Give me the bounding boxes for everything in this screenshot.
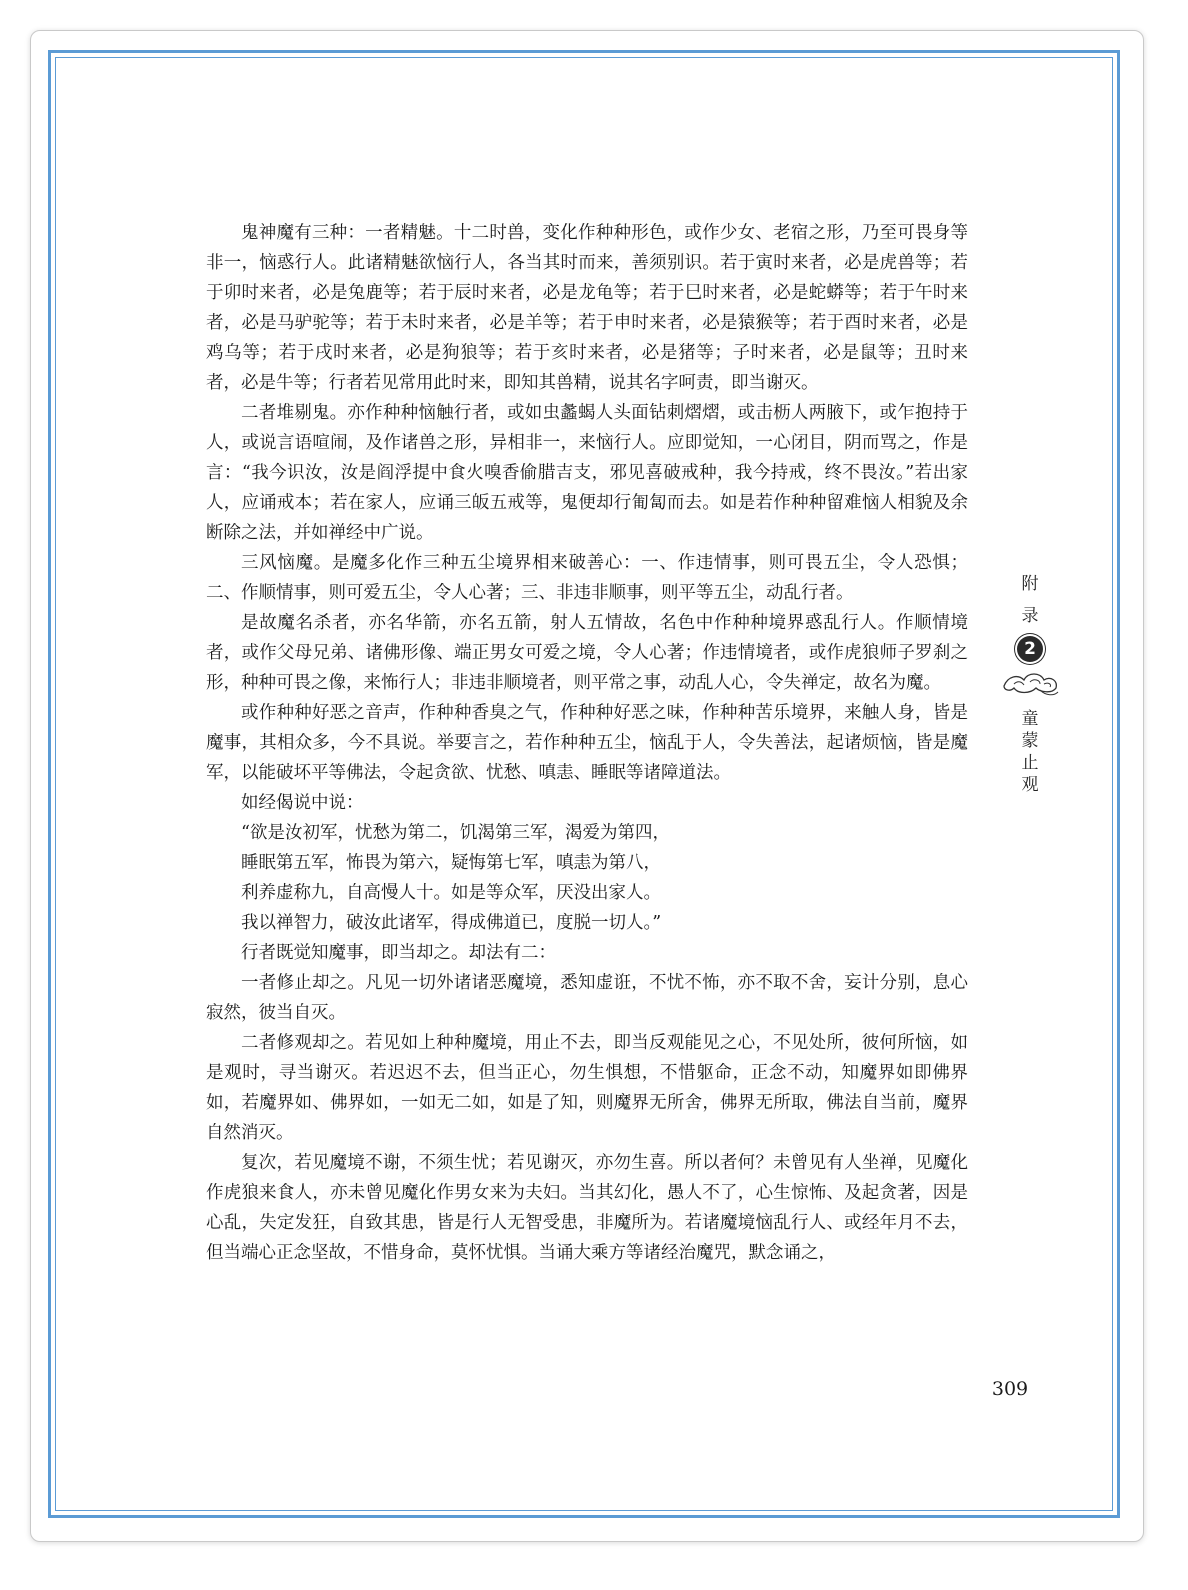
paragraph: 行者既觉知魔事，即当却之。却法有二： (241, 943, 556, 963)
book-title-char: 童 (1021, 709, 1039, 729)
page-number: 309 (991, 1378, 1029, 1400)
appendix-number-badge: 2 (1017, 636, 1043, 662)
book-title-char: 观 (1021, 775, 1039, 795)
paragraph: 一者修止却之。凡见一切外诸诸恶魔境，悉知虚诳，不忧不怖，亦不取不舍，妄计分别，息心寂然，彼当自灭。 (206, 973, 968, 1023)
paragraph: 如经偈说中说： (241, 793, 364, 813)
paragraph: 二者修观却之。若见如上种种魔境，用止不去，即当反观能见之心，不见处所，彼何所恼，如是观时，寻当谢灭。若迟迟不去，但当正心，勿生惧想，不惜躯命，正念不动，知魔界如即佛界如，若魔界如、佛界如，一如无二如，如是了知，则魔界无所舍，佛界无所取，佛法自当前，魔界自然消灭。 (206, 1033, 968, 1143)
paragraph: 复次，若见魔境不谢，不须生忧；若见谢灭，亦勿生喜。所以者何？未曾见有人坐禅，见魔化作虎狼来食人，亦未曾见魔化作男女来为夫妇。当其幻化，愚人不了，心生惊怖、及起贪著，因是心乱，失定发狂，自致其患，皆是行人无智受患，非魔所为。若诸魔境恼乱行人、或经年月不去，但当端心正念坚故，不惜身命，莫怀忧惧。当诵大乘方等诸经治魔咒，默念诵之， (206, 1153, 968, 1263)
paragraph: 二者堆剔鬼。亦作种种恼触行者，或如虫蠡蝎人头面钻刺熠熠，或击枥人两腋下，或乍抱持于人，或说言语喧闹，及作诸兽之形，异相非一，来恼行人。应即觉知，一心闭目，阴而骂之，作是言：“我今识汝，汝是阎浮提中食火嗅香偷腊吉支，邪见喜破戒种，我今持戒，终不畏汝。”若出家人，应诵戒本；若在家人，应诵三皈五戒等，鬼便却行匍匐而去。如是若作种种留难恼人相貌及余断除之法，并如禅经中广说。 (206, 403, 968, 543)
book-title-char: 蒙 (1021, 731, 1039, 751)
side-running-header (1000, 568, 1060, 796)
paragraph: 是故魔名杀者，亦名华箭，亦名五箭，射人五情故，名色中作种种境界惑乱行人。作顺情境者，或作父母兄弟、诸佛形像、端正男女可爱之境，令人心著；作违情境者，或作虎狼师子罗刹之形，种种可畏之像，来怖行人；非违非顺境者，则平常之事，动乱人心，令失禅定，故名为魔。 (206, 613, 968, 693)
cloud-ornament-icon (1000, 668, 1060, 698)
verse-line: “欲是汝初军，忧愁为第二，饥渴第三军，渴爱为第四， (241, 823, 670, 843)
verse-line: 利养虚称九，自高慢人十。如是等众军，厌没出家人。 (241, 883, 661, 903)
appendix-label-bottom: 录 (1021, 606, 1039, 626)
body-text (206, 218, 968, 1268)
paragraph: 或作种种好恶之音声，作种种香臭之气，作种种好恶之味，作种种苦乐境界，来触人身，皆是魔事，其相众多，今不具说。举要言之，若作种种五尘，恼乱于人，令失善法，起诸烦恼，皆是魔军，以能破坏平等佛法，令起贪欲、忧愁、嗔恚、睡眠等诸障道法。 (206, 703, 968, 783)
paragraph: 鬼神魔有三种：一者精魅。十二时兽，变化作种种形色，或作少女、老宿之形，乃至可畏身等非一，恼惑行人。此诸精魅欲恼行人，各当其时而来，善须别识。若于寅时来者，必是虎兽等；若于卯时来者，必是兔鹿等；若于辰时来者，必是龙龟等；若于巳时来者，必是蛇蟒等；若于午时来者，必是马驴驼等；若于未时来者，必是羊等；若于申时来者，必是猿猴等；若于酉时来者，必是鸡乌等；若于戌时来者，必是狗狼等；若于亥时来者，必是猪等；子时来者，必是鼠等；丑时来者，必是牛等；行者若见常用此时来，即知其兽精，说其名字呵责，即当谢灭。 (206, 223, 968, 393)
appendix-label-top: 附 (1021, 574, 1039, 594)
verse-line: 我以禅智力，破汝此诸军，得成佛道已，度脱一切人。” (241, 913, 662, 933)
verse-line: 睡眠第五军，怖畏为第六，疑悔第七军，嗔恚为第八， (241, 853, 661, 873)
book-title-char: 止 (1021, 753, 1039, 773)
paragraph: 三风恼魔。是魔多化作三种五尘境界相来破善心：一、作违情事，则可畏五尘，令人恐惧；二、作顺情事，则可爱五尘，令人心著；三、非违非顺事，则平等五尘，动乱行者。 (206, 553, 968, 603)
